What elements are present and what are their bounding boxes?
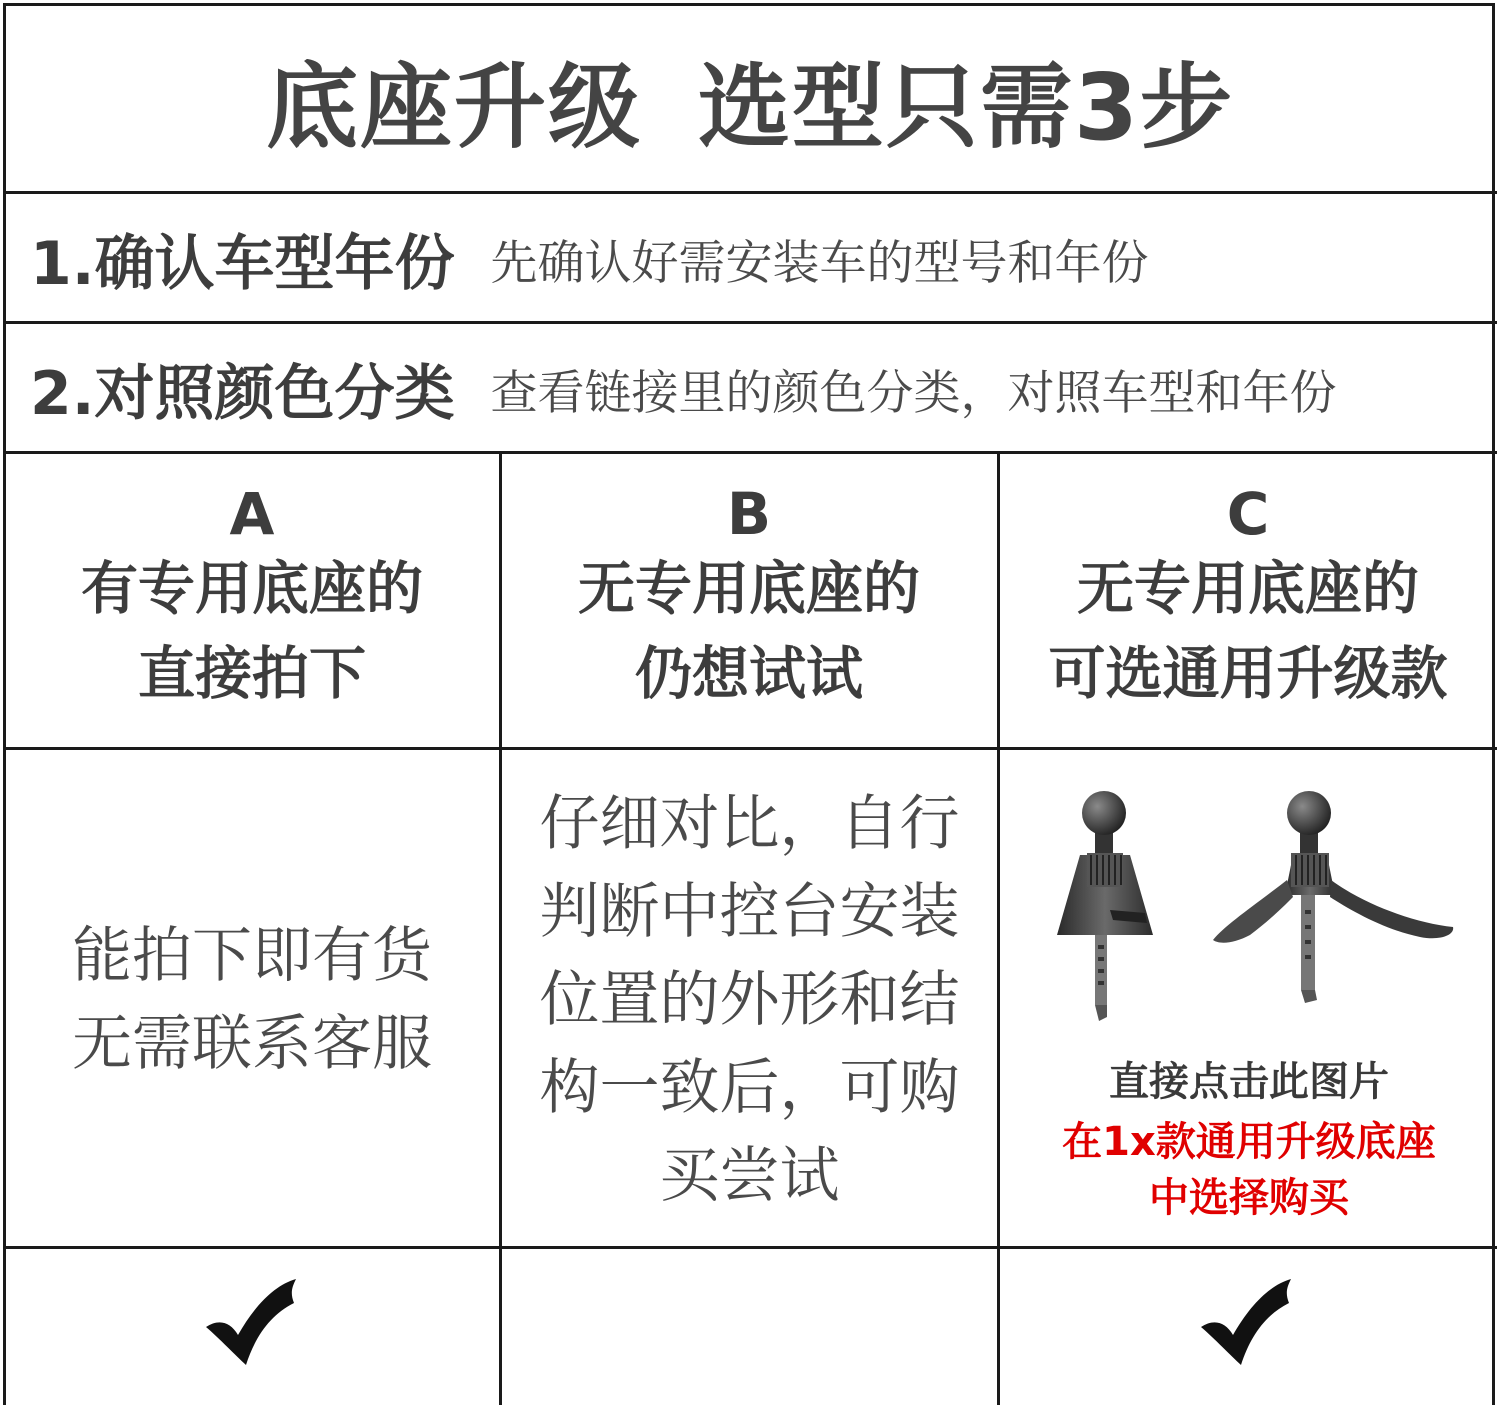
column-b-heading-line: 无专用底座的 bbox=[578, 556, 920, 622]
column-a-heading-line: 直接拍下 bbox=[138, 641, 366, 707]
column-b-body-line: 仔细对比，自行 bbox=[539, 789, 960, 859]
column-c-heading-line: 无专用底座的 bbox=[1077, 556, 1419, 622]
column-b-header bbox=[502, 457, 996, 747]
mount-right-icon bbox=[1213, 791, 1453, 1003]
column-c-letter: C bbox=[1226, 480, 1270, 548]
column-c-caption-line1: 直接点击此图片 bbox=[1109, 1059, 1389, 1105]
step-1-description: 先确认好需安装车的型号和年份 bbox=[490, 235, 1149, 291]
column-c-caption-line2: 在1x款通用升级底座 bbox=[1062, 1119, 1436, 1165]
divider bbox=[3, 191, 1497, 194]
column-a-heading-line: 有专用底座的 bbox=[81, 556, 423, 622]
checkmark-icon bbox=[1195, 1275, 1300, 1370]
column-b-body-line: 位置的外形和结 bbox=[539, 965, 960, 1035]
column-b-body bbox=[502, 780, 997, 1220]
step-2-title: 2.对照颜色分类 bbox=[30, 359, 455, 429]
column-a-letter: A bbox=[229, 480, 275, 548]
column-b-body-line: 构一致后，可购 bbox=[539, 1053, 960, 1123]
step-1-row bbox=[30, 196, 1149, 322]
checkmark-icon bbox=[200, 1275, 305, 1370]
column-b-heading-line: 仍想试试 bbox=[635, 641, 863, 707]
column-c-header bbox=[1001, 457, 1495, 747]
column-divider bbox=[997, 451, 1000, 1405]
column-b-body-line: 买尝试 bbox=[659, 1141, 840, 1211]
column-b-letter: B bbox=[726, 480, 772, 548]
column-a-body-line: 无需联系客服 bbox=[72, 1009, 432, 1079]
divider bbox=[3, 1246, 1497, 1249]
mount-base-product-image[interactable] bbox=[1035, 785, 1465, 1025]
column-c-heading-line: 可选通用升级款 bbox=[1048, 641, 1448, 707]
column-a-header bbox=[5, 457, 499, 747]
step-2-description: 查看链接里的颜色分类，对照车型和年份 bbox=[490, 365, 1337, 421]
column-c-caption-line3: 中选择购买 bbox=[1149, 1175, 1349, 1221]
divider bbox=[3, 747, 1497, 750]
page-title bbox=[0, 20, 1500, 180]
step-2-row bbox=[30, 326, 1337, 452]
column-a-body-line: 能拍下即有货 bbox=[72, 921, 432, 991]
mount-left-icon bbox=[1057, 791, 1153, 1021]
title-part2: 选型只需3步 bbox=[698, 54, 1235, 161]
column-a-body bbox=[5, 912, 499, 1088]
title-part1: 底座升级 bbox=[265, 54, 642, 161]
step-1-title: 1.确认车型年份 bbox=[30, 229, 455, 299]
column-b-body-line: 判断中控台安装 bbox=[539, 877, 960, 947]
